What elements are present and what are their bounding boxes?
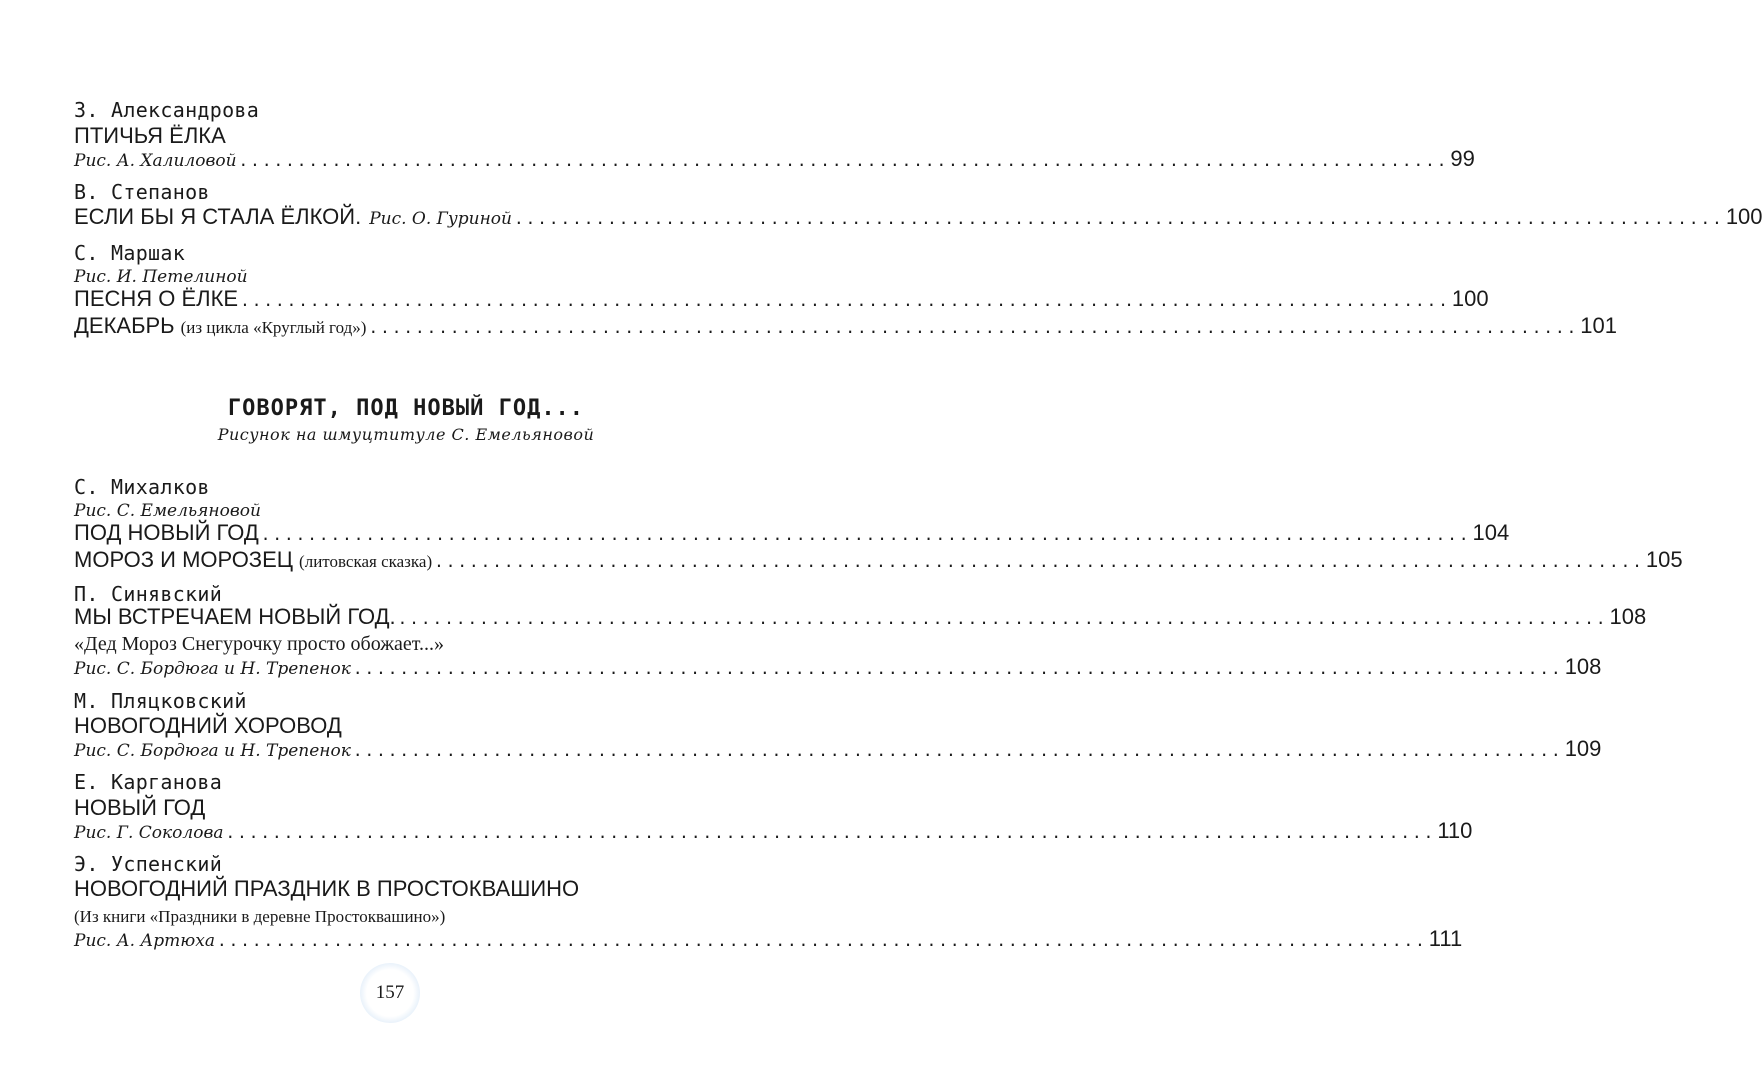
title: МОРОЗ И МОРОЗЕЦ [74,547,294,572]
page-number-text: 157 [375,982,405,1003]
title-ptichya-yolka: ПТИЧЬЯ ЁЛКА [74,123,226,148]
note: (литовская сказка) [299,552,433,571]
illustrator: Рис. С. Бордюга и Н. Трепенок [74,659,351,679]
toc-line[interactable] [74,313,1617,341]
leader-dots: ........................................................................................................ [397,609,1608,628]
author-aleksandrova: З. Александрова [74,98,260,122]
leader-dots: ........................................................................................................ [240,291,1450,310]
title: ПЕСНЯ О ЁЛКЕ [74,286,239,311]
toc-line[interactable] [74,604,1647,632]
leader-dots: ........................................................................................................ [514,209,1724,228]
leader-dots: ........................................................................................................ [434,552,1644,571]
illustrator: Рис. А. Артюха [74,931,215,951]
toc-line[interactable] [74,818,1473,846]
author-sinyavsky: П. Синявский [74,582,223,606]
author-stepanov: В. Степанов [74,180,210,204]
title: ЕСЛИ БЫ Я СТАЛА ЁЛКОЙ. [74,204,362,229]
page-ref: 108 [1609,604,1647,629]
title: ПОД НОВЫЙ ГОД [74,520,259,545]
toc-line[interactable] [74,520,1510,548]
page-ref: 100 [1451,286,1489,311]
page-ref: 109 [1564,736,1602,761]
title: ДЕКАБРЬ [74,313,175,338]
page-ref: 100 [1725,204,1763,229]
author-uspensky: Э. Успенский [74,852,223,876]
title: МЫ ВСТРЕЧАЕМ НОВЫЙ ГОД. [74,604,396,629]
illustrator: Рис. О. Гуриной [369,209,512,229]
author-marshak: С. Маршак [74,241,186,265]
leader-dots: ........................................................................................................ [216,931,1427,950]
toc-line[interactable] [74,286,1489,314]
section-subtitle: Рисунок на шмуцтитуле С. Емельяновой [217,425,595,444]
illustrator: Рис. С. Бордюга и Н. Трепенок [74,741,351,761]
section-title: ГОВОРЯТ, ПОД НОВЫЙ ГОД... [227,396,585,421]
page-ref: 108 [1564,654,1602,679]
toc-line[interactable] [74,547,1683,575]
note: (Из книги «Праздники в деревне Простоквашино») [74,907,446,926]
leader-dots: ........................................................................................................ [238,151,1449,170]
leader-dots: ........................................................................................................ [260,525,1471,544]
author-plyatskovsky: М. Пляцковский [74,689,247,713]
illustrator: Рис. И. Петелиной [74,267,248,287]
toc-line[interactable] [74,146,1475,174]
page-ref: 104 [1472,520,1510,545]
page-ref: 105 [1645,547,1683,572]
leader-dots: ........................................................................................................ [225,823,1436,842]
page-ref: 101 [1580,313,1617,338]
leader-dots: ........................................................................................................ [352,659,1563,678]
author-mikhalkov: С. Михалков [74,475,210,499]
page-ref: 99 [1450,146,1475,171]
title: НОВОГОДНИЙ ПРАЗДНИК В ПРОСТОКВАШИНО [74,876,580,901]
page-number [360,963,420,1023]
leader-dots: ........................................................................................................ [352,741,1563,760]
author-karganova: Е. Карганова [74,770,223,794]
illustrator: Рис. А. Халиловой [74,151,237,171]
toc-line[interactable] [74,926,1463,954]
toc-line[interactable] [74,204,1763,232]
subtitle-line: «Дед Мороз Снегурочку просто обожает...» [74,633,444,655]
title: НОВЫЙ ГОД [74,795,206,820]
illustrator: Рис. С. Емельяновой [74,501,261,521]
page-ref: 111 [1428,926,1463,951]
toc-line[interactable] [74,736,1602,764]
title: НОВОГОДНИЙ ХОРОВОД [74,713,342,738]
page-ref: 110 [1437,818,1473,843]
illustrator: Рис. Г. Соколова [74,823,224,843]
note: (из цикла «Круглый год») [180,318,367,337]
leader-dots: ........................................................................................................ [368,318,1579,337]
toc-line[interactable] [74,654,1602,682]
